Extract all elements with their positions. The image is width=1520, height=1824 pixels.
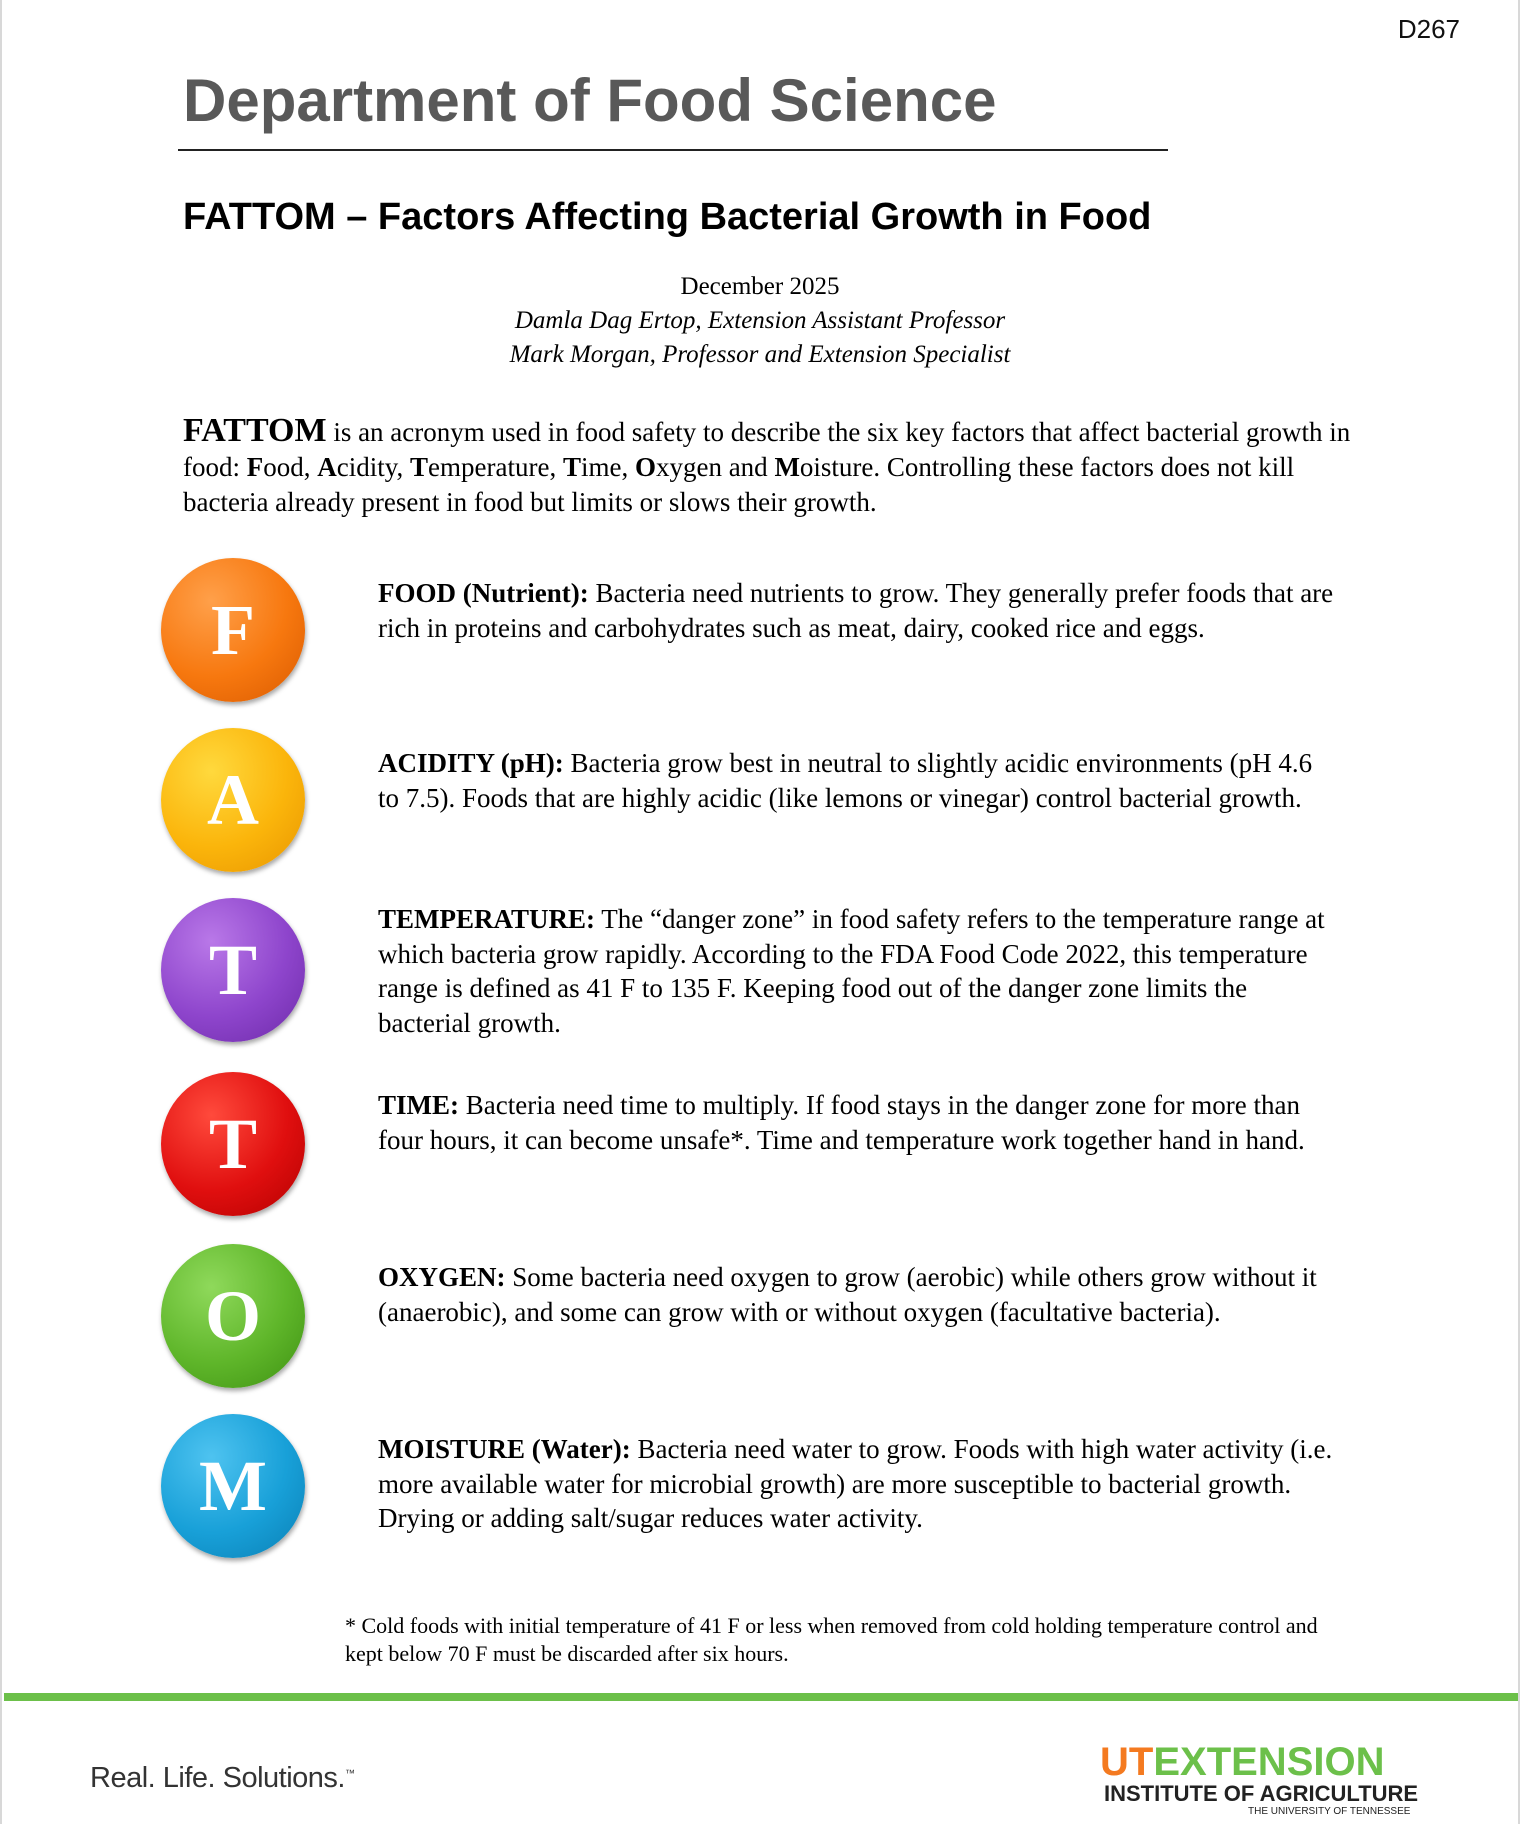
publication-date: December 2025 bbox=[680, 273, 840, 300]
factor-name: FOOD (Nutrient): bbox=[378, 578, 589, 608]
factor-body: Bacteria need time to multiply. If food stays in the danger zone for more than four hours, it can become unsafe*. Time and temperature work together hand in hand. bbox=[378, 1090, 1305, 1155]
term-rest: xygen bbox=[655, 452, 722, 482]
term-separator: , bbox=[303, 452, 318, 482]
factor-temperature bbox=[0, 898, 1520, 1048]
document-code: D267 bbox=[1397, 14, 1460, 44]
term-initial: T bbox=[562, 452, 581, 482]
factor-name: TEMPERATURE: bbox=[378, 904, 596, 934]
ut-extension-logo bbox=[1100, 1742, 1445, 1822]
factor-description bbox=[378, 1088, 1338, 1157]
term-rest: ood bbox=[263, 452, 304, 482]
letter-circle-icon: M bbox=[161, 1414, 305, 1558]
logo-ut: UT bbox=[1100, 1740, 1154, 1784]
factor-body: The “danger zone” in food safety refers to the temperature range at which bacteria grow rapidly. According to the FDA Food Code 2022, this temperature range is defined as 41 F to 135 F. Keeping food out of the danger zone limits the bacterial growth. bbox=[378, 904, 1325, 1038]
factor-body: Bacteria need water to grow. Foods with high water activity (i.e. more available water for microbial growth) are more susceptible to bacterial growth. Drying or adding salt/sugar reduces water activity. bbox=[378, 1434, 1333, 1533]
term-rest: cidity bbox=[336, 452, 397, 482]
term-initial: M bbox=[774, 452, 800, 482]
trademark-mark: ™ bbox=[344, 1768, 355, 1780]
term-rest: oisture bbox=[799, 452, 874, 482]
factor-description bbox=[378, 902, 1338, 1040]
logo-institute: INSTITUTE OF AGRICULTURE bbox=[1104, 1781, 1419, 1806]
intro-paragraph bbox=[183, 413, 1363, 520]
author-2: Mark Morgan, Professor and Extension Specialist bbox=[509, 341, 1011, 368]
factor-body: Some bacteria need oxygen to grow (aerobic) while others grow without it (anaerobic), and some can grow with or without oxygen (facultative bacteria). bbox=[378, 1262, 1317, 1327]
factor-description bbox=[378, 1260, 1338, 1329]
author-1: Damla Dag Ertop, Extension Assistant Professor bbox=[514, 307, 1006, 334]
factor-name: ACIDITY (pH): bbox=[378, 748, 564, 778]
factor-description bbox=[378, 1432, 1338, 1536]
factor-acidity bbox=[0, 728, 1520, 878]
term-separator: , bbox=[396, 452, 410, 482]
term-separator: , bbox=[621, 452, 635, 482]
footnote: * Cold foods with initial temperature of 41 F or less when removed from cold holding temperature control and kept below 70 F must be discarded after six hours. bbox=[345, 1613, 1318, 1666]
byline bbox=[380, 270, 1140, 372]
header-rule bbox=[178, 149, 1168, 151]
term-initial: T bbox=[410, 452, 429, 482]
factor-description bbox=[378, 576, 1338, 645]
factor-body: Bacteria need nutrients to grow. They generally prefer foods that are rich in proteins and carbohydrates such as meat, dairy, cooked rice and eggs. bbox=[378, 578, 1334, 643]
term-initial: F bbox=[246, 452, 264, 482]
department-title: Department of Food Science bbox=[183, 67, 997, 134]
term-rest: ime bbox=[580, 452, 622, 482]
page-title: FATTOM – Factors Affecting Bacterial Growth in Food bbox=[183, 196, 1152, 238]
term-separator: and bbox=[721, 452, 775, 482]
term-initial: A bbox=[317, 452, 337, 482]
logo-university: THE UNIVERSITY OF TENNESSEE bbox=[1248, 1806, 1411, 1817]
logo-extension: EXTENSION bbox=[1153, 1740, 1385, 1784]
letter-circle-icon: T bbox=[161, 1072, 305, 1216]
factor-description bbox=[378, 746, 1338, 815]
term-rest: emperature bbox=[428, 452, 550, 482]
footer-rule bbox=[4, 1693, 1518, 1701]
factor-moisture bbox=[0, 1414, 1520, 1564]
term-initial: O bbox=[634, 452, 656, 482]
intro-text-2: . Controlling these factors does not kill bacteria already present in food but limits or slows their growth. bbox=[183, 452, 1295, 517]
factor-body: Bacteria grow best in neutral to slightly acidic environments (pH 4.6 to 7.5). Foods that are highly acidic (like lemons or vinegar) control bacterial growth. bbox=[378, 748, 1313, 813]
factor-oxygen bbox=[0, 1244, 1520, 1394]
intro-acronym: FATTOM bbox=[183, 412, 327, 449]
logo-wordmark bbox=[1100, 1742, 1384, 1782]
tagline bbox=[90, 1762, 354, 1795]
intro-text-1: is an acronym used in food safety to describe the six key factors that affect bacterial growth in food: bbox=[183, 417, 1351, 482]
letter-circle-icon: F bbox=[161, 558, 305, 702]
factor-time bbox=[0, 1072, 1520, 1222]
letter-circle-icon: T bbox=[161, 898, 305, 1042]
factor-name: TIME: bbox=[378, 1090, 459, 1120]
factor-name: MOISTURE (Water): bbox=[378, 1434, 631, 1464]
factor-name: OXYGEN: bbox=[378, 1262, 506, 1292]
tagline-text: Real. Life. Solutions. bbox=[90, 1762, 345, 1794]
letter-circle-icon: A bbox=[161, 728, 305, 872]
term-separator: , bbox=[549, 452, 563, 482]
factor-food bbox=[0, 558, 1520, 708]
letter-circle-icon: O bbox=[161, 1244, 305, 1388]
